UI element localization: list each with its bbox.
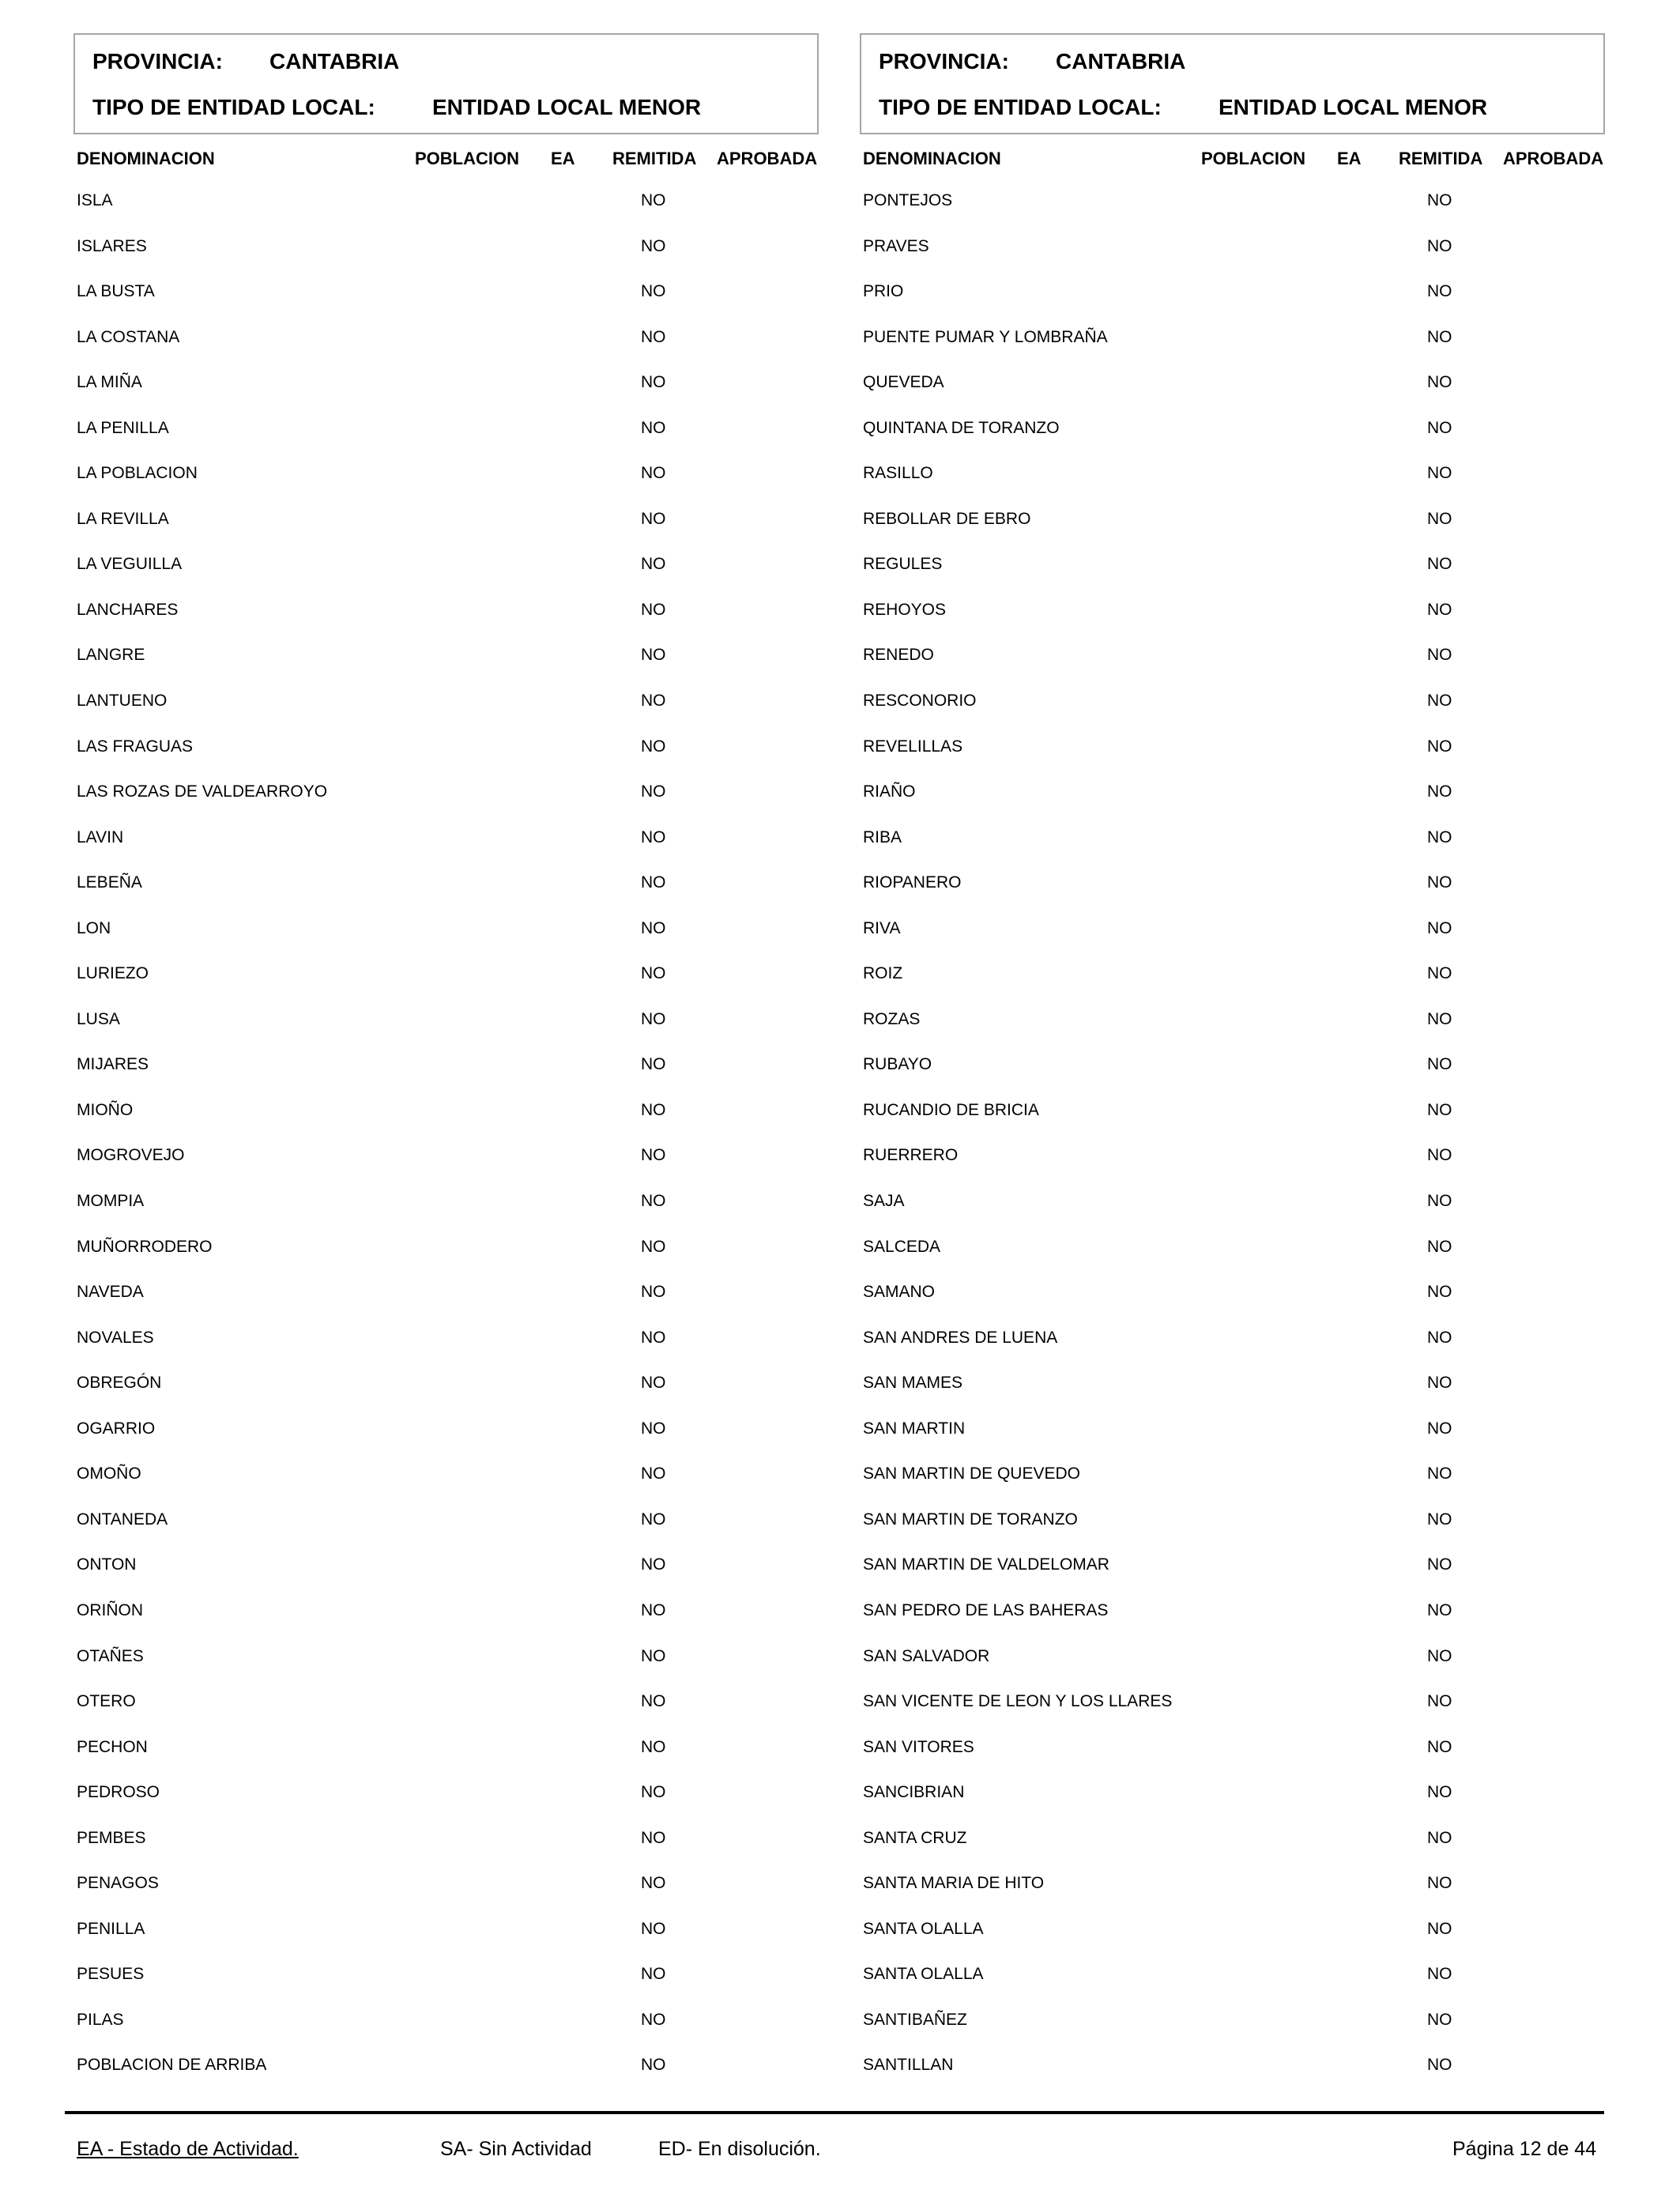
- entity-name: RASILLO: [863, 464, 933, 483]
- entity-name: SAJA: [863, 1192, 905, 1211]
- table-row: [73, 1101, 820, 1147]
- table-row: [73, 1146, 820, 1192]
- col-denominacion: DENOMINACION: [77, 149, 215, 168]
- table-row: [73, 1192, 820, 1238]
- table-row: [860, 919, 1607, 965]
- remitida-value: NO: [641, 1009, 666, 1028]
- table-row: [73, 1238, 820, 1284]
- tipo-line: [879, 95, 1488, 120]
- table-row: [860, 510, 1607, 556]
- tipo-label: TIPO DE ENTIDAD LOCAL:: [879, 95, 1162, 119]
- table-row: [860, 1510, 1607, 1556]
- remitida-value: NO: [1427, 1919, 1452, 1938]
- remitida-value: NO: [1427, 191, 1452, 209]
- entity-name: RENEDO: [863, 646, 934, 665]
- entity-name: PRIO: [863, 282, 904, 301]
- table-row: [73, 1601, 820, 1647]
- remitida-value: NO: [641, 1783, 666, 1802]
- provincia-label: PROVINCIA:: [879, 49, 1009, 74]
- tipo-value: ENTIDAD LOCAL MENOR: [1219, 95, 1488, 119]
- entity-name: LANCHARES: [77, 600, 179, 619]
- table-row: [73, 646, 820, 692]
- table-row: [860, 1829, 1607, 1875]
- entity-name: SANTA CRUZ: [863, 1828, 967, 1847]
- table-row: [73, 1055, 820, 1101]
- table-row: [73, 601, 820, 647]
- page-number: Página 12 de 44: [1452, 2138, 1597, 2160]
- remitida-value: NO: [1427, 1283, 1452, 1302]
- entity-name: PRAVES: [863, 236, 929, 255]
- remitida-value: NO: [1427, 2056, 1452, 2075]
- entity-name: PEMBES: [77, 1828, 146, 1847]
- footer-sa-legend: SA- Sin Actividad: [440, 2138, 592, 2160]
- remitida-value: NO: [641, 1874, 666, 1893]
- entity-name: PESUES: [77, 1965, 145, 1984]
- entity-name: PENILLA: [77, 1919, 145, 1938]
- table-row: [860, 419, 1607, 465]
- table-row: [73, 737, 820, 783]
- remitida-value: NO: [641, 600, 666, 619]
- remitida-value: NO: [1427, 918, 1452, 937]
- remitida-value: NO: [1427, 1510, 1452, 1529]
- entity-name: OTAÑES: [77, 1646, 144, 1665]
- remitida-value: NO: [1427, 782, 1452, 801]
- table-row: [860, 646, 1607, 692]
- table-row: [860, 1783, 1607, 1829]
- entity-name: SANTA OLALLA: [863, 1919, 984, 1938]
- entity-name: LON: [77, 918, 111, 937]
- remitida-value: NO: [1427, 827, 1452, 846]
- remitida-value: NO: [641, 2056, 666, 2075]
- entity-name: SANCIBRIAN: [863, 1783, 965, 1802]
- entity-name: SAN SALVADOR: [863, 1646, 990, 1665]
- remitida-value: NO: [1427, 646, 1452, 665]
- table-row: [73, 1965, 820, 2011]
- table-row: [860, 873, 1607, 919]
- entity-name: SANTIBAÑEZ: [863, 2010, 967, 2029]
- entity-name: PENAGOS: [77, 1874, 159, 1893]
- remitida-value: NO: [1427, 1374, 1452, 1393]
- remitida-value: NO: [1427, 1965, 1452, 1984]
- entity-name: ONTANEDA: [77, 1510, 168, 1529]
- table-row: [860, 1101, 1607, 1147]
- table-row: [73, 873, 820, 919]
- left-panel: [73, 33, 820, 2075]
- entity-name: SANTA OLALLA: [863, 1965, 984, 1984]
- table-row: [860, 237, 1607, 283]
- remitida-value: NO: [641, 737, 666, 756]
- remitida-value: NO: [1427, 464, 1452, 483]
- entity-name: LEBEÑA: [77, 873, 142, 892]
- remitida-value: NO: [1427, 2010, 1452, 2029]
- table-row: [73, 828, 820, 874]
- provincia-value: CANTABRIA: [1056, 49, 1186, 74]
- col-aprobada: APROBADA: [1503, 149, 1604, 168]
- remitida-value: NO: [641, 1100, 666, 1119]
- entity-name: LA REVILLA: [77, 509, 169, 528]
- table-row: [73, 464, 820, 510]
- table-row: [860, 1965, 1607, 2011]
- remitida-value: NO: [1427, 1600, 1452, 1619]
- table-row: [73, 1783, 820, 1829]
- table-row: [73, 419, 820, 465]
- entity-name: SAN VICENTE DE LEON Y LOS LLARES: [863, 1692, 1173, 1711]
- table-row: [860, 464, 1607, 510]
- footer-ea-legend: EA - Estado de Actividad.: [77, 2138, 299, 2160]
- remitida-value: NO: [641, 1055, 666, 1074]
- table-row: [860, 1329, 1607, 1374]
- remitida-value: NO: [1427, 509, 1452, 528]
- entity-name: ONTON: [77, 1555, 137, 1574]
- remitida-value: NO: [1427, 873, 1452, 892]
- entity-name: RUCANDIO DE BRICIA: [863, 1100, 1039, 1119]
- col-ea: EA: [551, 149, 575, 168]
- entity-name: POBLACION DE ARRIBA: [77, 2056, 267, 2075]
- table-row: [860, 328, 1607, 374]
- entity-name: LAS FRAGUAS: [77, 737, 194, 756]
- entity-name: LANGRE: [77, 646, 145, 665]
- col-aprobada: APROBADA: [717, 149, 818, 168]
- remitida-value: NO: [641, 1646, 666, 1665]
- entity-name: LURIEZO: [77, 964, 149, 983]
- table-row: [73, 919, 820, 965]
- entity-name: SAN MARTIN: [863, 1419, 966, 1438]
- table-row: [860, 828, 1607, 874]
- table-row: [73, 964, 820, 1010]
- col-remitida: REMITIDA: [612, 149, 697, 168]
- table-row: [73, 1738, 820, 1784]
- table-row: [860, 1692, 1607, 1738]
- entity-name: MOGROVEJO: [77, 1146, 185, 1165]
- table-row: [73, 1010, 820, 1056]
- col-remitida: REMITIDA: [1399, 149, 1483, 168]
- remitida-value: NO: [1427, 1192, 1452, 1211]
- table-row: [73, 373, 820, 419]
- remitida-value: NO: [1427, 1055, 1452, 1074]
- entity-name: LAVIN: [77, 827, 124, 846]
- entity-name: OBREGÓN: [77, 1374, 162, 1393]
- entity-name: OGARRIO: [77, 1419, 156, 1438]
- remitida-value: NO: [1427, 1783, 1452, 1802]
- remitida-value: NO: [641, 1328, 666, 1347]
- table-row: [860, 601, 1607, 647]
- entity-name: LA PENILLA: [77, 418, 169, 437]
- table-row: [73, 1829, 820, 1875]
- remitida-value: NO: [641, 1692, 666, 1711]
- table-row: [73, 1920, 820, 1966]
- left-table-body: [73, 191, 820, 2102]
- remitida-value: NO: [641, 1237, 666, 1256]
- remitida-value: NO: [641, 1283, 666, 1302]
- entity-name: OMOÑO: [77, 1465, 141, 1483]
- entity-name: SAN ANDRES DE LUENA: [863, 1328, 1058, 1347]
- remitida-value: NO: [1427, 1328, 1452, 1347]
- entity-name: SAN PEDRO DE LAS BAHERAS: [863, 1600, 1109, 1619]
- table-row: [860, 373, 1607, 419]
- remitida-value: NO: [1427, 327, 1452, 346]
- table-row: [860, 1010, 1607, 1056]
- remitida-value: NO: [641, 1146, 666, 1165]
- footer-rule: [65, 2111, 1604, 2114]
- table-row: [73, 1329, 820, 1374]
- table-row: [860, 2056, 1607, 2102]
- remitida-value: NO: [641, 418, 666, 437]
- provincia-value: CANTABRIA: [269, 49, 400, 74]
- entity-name: LA MIÑA: [77, 373, 142, 392]
- entity-name: REBOLLAR DE EBRO: [863, 509, 1031, 528]
- entity-name: RESCONORIO: [863, 692, 977, 711]
- table-row: [860, 1055, 1607, 1101]
- entity-name: NAVEDA: [77, 1283, 144, 1302]
- entity-name: RUBAYO: [863, 1055, 932, 1074]
- table-row: [860, 191, 1607, 237]
- remitida-value: NO: [641, 918, 666, 937]
- entity-name: RIVA: [863, 918, 901, 937]
- entity-name: LA COSTANA: [77, 327, 180, 346]
- remitida-value: NO: [641, 1919, 666, 1938]
- remitida-value: NO: [641, 1965, 666, 1984]
- right-table-body: [860, 191, 1607, 2102]
- table-row: [73, 1510, 820, 1556]
- tipo-label: TIPO DE ENTIDAD LOCAL:: [92, 95, 375, 119]
- table-row: [73, 1374, 820, 1419]
- entity-name: SAN MARTIN DE VALDELOMAR: [863, 1555, 1109, 1574]
- remitida-value: NO: [641, 282, 666, 301]
- table-row: [73, 237, 820, 283]
- entity-name: MIJARES: [77, 1055, 149, 1074]
- entity-name: QUEVEDA: [863, 373, 944, 392]
- remitida-value: NO: [641, 1737, 666, 1756]
- remitida-value: NO: [1427, 964, 1452, 983]
- entity-name: MOMPIA: [77, 1192, 145, 1211]
- entity-name: LA VEGUILLA: [77, 555, 183, 574]
- table-row: [73, 282, 820, 328]
- entity-name: LAS ROZAS DE VALDEARROYO: [77, 782, 328, 801]
- remitida-value: NO: [641, 464, 666, 483]
- table-row: [73, 2056, 820, 2102]
- entity-name: LUSA: [77, 1009, 120, 1028]
- remitida-value: NO: [641, 1465, 666, 1483]
- entity-name: RUERRERO: [863, 1146, 959, 1165]
- table-row: [860, 1283, 1607, 1329]
- entity-name: REHOYOS: [863, 600, 947, 619]
- table-row: [73, 1283, 820, 1329]
- remitida-value: NO: [1427, 692, 1452, 711]
- entity-name: MIOÑO: [77, 1100, 134, 1119]
- table-row: [73, 782, 820, 828]
- remitida-value: NO: [1427, 236, 1452, 255]
- remitida-value: NO: [1427, 600, 1452, 619]
- remitida-value: NO: [641, 1374, 666, 1393]
- remitida-value: NO: [641, 1510, 666, 1529]
- table-row: [73, 191, 820, 237]
- entity-name: PILAS: [77, 2010, 124, 2029]
- table-row: [860, 1238, 1607, 1284]
- table-row: [860, 782, 1607, 828]
- entity-name: PECHON: [77, 1737, 148, 1756]
- remitida-value: NO: [641, 782, 666, 801]
- entity-name: LA POBLACION: [77, 464, 198, 483]
- table-row: [860, 1601, 1607, 1647]
- entity-name: RIAÑO: [863, 782, 916, 801]
- table-row: [860, 1419, 1607, 1465]
- remitida-value: NO: [1427, 1555, 1452, 1574]
- table-row: [73, 1692, 820, 1738]
- table-row: [73, 1465, 820, 1510]
- table-row: [860, 555, 1607, 601]
- remitida-value: NO: [1427, 1237, 1452, 1256]
- table-row: [860, 1555, 1607, 1601]
- table-row: [860, 1920, 1607, 1966]
- entity-name: PONTEJOS: [863, 191, 953, 209]
- remitida-value: NO: [1427, 1465, 1452, 1483]
- remitida-value: NO: [1427, 1828, 1452, 1847]
- tipo-line: [92, 95, 702, 120]
- table-row: [860, 1647, 1607, 1693]
- table-row: [73, 1555, 820, 1601]
- table-row: [73, 555, 820, 601]
- table-row: [860, 1738, 1607, 1784]
- remitida-value: NO: [641, 327, 666, 346]
- remitida-value: NO: [1427, 1146, 1452, 1165]
- remitida-value: NO: [641, 509, 666, 528]
- remitida-value: NO: [641, 191, 666, 209]
- table-row: [860, 282, 1607, 328]
- table-row: [860, 1465, 1607, 1510]
- entity-name: QUINTANA DE TORANZO: [863, 418, 1060, 437]
- table-row: [860, 1192, 1607, 1238]
- entity-name: RIOPANERO: [863, 873, 962, 892]
- table-row: [860, 1146, 1607, 1192]
- table-row: [860, 1874, 1607, 1920]
- entity-name: SALCEDA: [863, 1237, 941, 1256]
- remitida-value: NO: [1427, 1009, 1452, 1028]
- remitida-value: NO: [1427, 1737, 1452, 1756]
- remitida-value: NO: [1427, 373, 1452, 392]
- entity-name: REGULES: [863, 555, 943, 574]
- entity-name: SAN VITORES: [863, 1737, 974, 1756]
- entity-name: SANTILLAN: [863, 2056, 954, 2075]
- provincia-label: PROVINCIA:: [92, 49, 223, 74]
- remitida-value: NO: [641, 1600, 666, 1619]
- remitida-value: NO: [641, 827, 666, 846]
- entity-name: ORIÑON: [77, 1600, 143, 1619]
- table-row: [73, 1647, 820, 1693]
- remitida-value: NO: [1427, 1692, 1452, 1711]
- remitida-value: NO: [641, 373, 666, 392]
- remitida-value: NO: [1427, 737, 1452, 756]
- remitida-value: NO: [1427, 1100, 1452, 1119]
- remitida-value: NO: [641, 1555, 666, 1574]
- table-row: [73, 510, 820, 556]
- remitida-value: NO: [1427, 555, 1452, 574]
- col-denominacion: DENOMINACION: [863, 149, 1001, 168]
- col-poblacion: POBLACION: [1201, 149, 1305, 168]
- table-row: [73, 2011, 820, 2056]
- remitida-value: NO: [641, 1419, 666, 1438]
- remitida-value: NO: [641, 873, 666, 892]
- remitida-value: NO: [1427, 1419, 1452, 1438]
- entity-name: LANTUENO: [77, 692, 168, 711]
- entity-name: ISLARES: [77, 236, 147, 255]
- entity-name: LA BUSTA: [77, 282, 155, 301]
- footer-ed-legend: ED- En disolución.: [658, 2138, 821, 2160]
- remitida-value: NO: [1427, 282, 1452, 301]
- table-row: [73, 328, 820, 374]
- remitida-value: NO: [1427, 418, 1452, 437]
- entity-name: OTERO: [77, 1692, 136, 1711]
- entity-name: MUÑORRODERO: [77, 1237, 213, 1256]
- remitida-value: NO: [1427, 1646, 1452, 1665]
- remitida-value: NO: [1427, 1874, 1452, 1893]
- remitida-value: NO: [641, 1828, 666, 1847]
- table-row: [73, 1874, 820, 1920]
- table-row: [860, 2011, 1607, 2056]
- table-row: [860, 1374, 1607, 1419]
- remitida-value: NO: [641, 1192, 666, 1211]
- remitida-value: NO: [641, 692, 666, 711]
- entity-name: SAN MAMES: [863, 1374, 963, 1393]
- table-row: [860, 964, 1607, 1010]
- remitida-value: NO: [641, 555, 666, 574]
- entity-name: ROIZ: [863, 964, 903, 983]
- table-row: [860, 737, 1607, 783]
- table-row: [73, 692, 820, 737]
- entity-name: RIBA: [863, 827, 902, 846]
- entity-name: ROZAS: [863, 1009, 921, 1028]
- tipo-value: ENTIDAD LOCAL MENOR: [432, 95, 702, 119]
- entity-name: PEDROSO: [77, 1783, 160, 1802]
- remitida-value: NO: [641, 2010, 666, 2029]
- entity-name: SAN MARTIN DE TORANZO: [863, 1510, 1078, 1529]
- entity-name: SANTA MARIA DE HITO: [863, 1874, 1045, 1893]
- remitida-value: NO: [641, 646, 666, 665]
- entity-name: PUENTE PUMAR Y LOMBRAÑA: [863, 327, 1108, 346]
- table-row: [73, 1419, 820, 1465]
- entity-name: REVELILLAS: [863, 737, 963, 756]
- table-row: [860, 692, 1607, 737]
- entity-name: ISLA: [77, 191, 113, 209]
- col-poblacion: POBLACION: [415, 149, 519, 168]
- remitida-value: NO: [641, 236, 666, 255]
- entity-name: NOVALES: [77, 1328, 154, 1347]
- remitida-value: NO: [641, 964, 666, 983]
- entity-name: SAN MARTIN DE QUEVEDO: [863, 1465, 1080, 1483]
- right-panel: [860, 33, 1607, 2075]
- col-ea: EA: [1337, 149, 1362, 168]
- entity-name: SAMANO: [863, 1283, 936, 1302]
